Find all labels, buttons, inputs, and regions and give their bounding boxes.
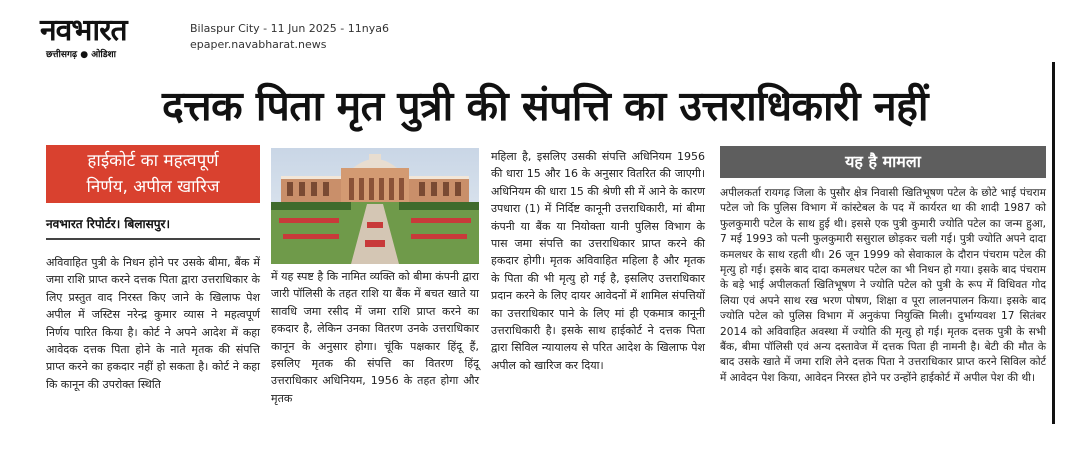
article-column-1 (46, 254, 260, 393)
right-border-rule (1052, 62, 1055, 424)
logo-subtitle: छत्तीसगढ़ ● ओडिशा (46, 50, 117, 60)
column-2-text: में यह स्पष्ट है कि नामित व्यक्ति को बीमा कंपनी द्वारा जारी पॉलिसी के तहत राशि या बैंक में बचत खाते या सावधि जमा रसीद में जमा राशि प्राप्त करने का हकदार है, लेकिन उनका वितरण उनके उत्तराधिकार कानून के अनुसार होगा। चूंकि पक्षकार हिंदू हैं, इसलिए मृतक की संपत्ति का वितरण हिंदू उत्तराधिकार अधिनियम, 1956 के तहत होगा और मृतक (271, 270, 479, 405)
subheadline-box (46, 145, 260, 203)
edition-info: Bilaspur City - 11 Jun 2025 - 11nya6 (190, 22, 389, 35)
case-box-text: अपीलकर्ता रायगढ़ जिला के पुसौर क्षेत्र निवासी खितिभूषण पटेल के छोटे भाई पंचराम पटेल जो कि पुलिस विभाग में कांस्टेबल के पद में कार्यरत था की शादी 1987 को फुलकुमारी पटेल के साथ हुई थी। इससे एक पुत्री कुमारी ज्योति पटेल का जन्म हुआ, 7 मई 1993 को पत्नी फुलकुमारी ससुराल छोड़कर चली गई। पुत्री ज्योति अपने दादा कमलधर के साथ रहती थी। 26 जून 1999 को सेवाकाल के दौरान पंचराम पटेल की मृत्यु हो गई। इसके बाद दादा कमलधर पटेल का भी निधन हो गया। इसके बाद पंचराम के बड़े भाई अपीलकर्ता खितिभूषण ने ज्योति पटेल को पुत्री के रूप में विधिवत गोद लिया एवं अपने साथ रख भरण पोषण, शिक्षा व पूरा लालनपालन किया। इसके बाद ज्योति पटेल को पुलिस विभाग में अनुकंपा नियुक्ति मिली। दुर्भाग्यवश 17 सितंबर 2014 को अविवाहित अवस्था में ज्योति की मृत्यु हो गई। मृतक दत्तक पुत्री के सभी बैंक, बीमा पॉलिसी एवं अन्य दस्तावेज में दत्तक पिता ही नामनी है। बेटी की मौत के बाद उसके खाते में जमा राशि लेने दत्तक पिता ने उत्तराधिकार प्राप्त करने सिविल कोर्ट में आवेदन पेश किया, आवेदन निरस्त होने पर उन्होंने हाईकोर्ट में अपील पेश की थी। (720, 187, 1046, 384)
byline-divider (46, 238, 260, 240)
newspaper-logo (40, 14, 180, 58)
article-column-3 (491, 148, 705, 374)
court-building-image (271, 148, 479, 264)
subheadline-line-2: निर्णय, अपील खारिज (86, 177, 220, 197)
article-column-2 (271, 268, 479, 407)
case-box-body (720, 186, 1046, 386)
epaper-url: epaper.navabharat.news (190, 38, 327, 51)
high-court-photo (271, 148, 479, 264)
column-3-text: महिला है, इसलिए उसकी संपत्ति अधिनियम 1956 की धारा 15 और 16 के अनुसार वितरित की जाएगी। अधिनियम की धारा 15 की श्रेणी सी में आने के कारण उपधारा (1) में निर्दिष्ट कानूनी उत्तराधिकारी, मां बीमा कंपनी या बैंक या नियोक्ता यानी पुलिस विभाग के पास जमा संपत्ति का उत्तराधिकार प्राप्त करने की हकदार होगी। मृतक अविवाहित महिला है और मृतक के पिता की भी मृत्यु हो गई है, इसलिए उत्तराधिकार प्रदान करने के लिए दायर आवेदनों में शामिल संपत्तियों का उत्तराधिकार पाने के लिए मां ही एकमात्र कानूनी उत्तराधिकारी है। इसके साथ हाईकोर्ट ने दत्तक पिता द्वारा सिविल न्यायालय से परित आदेश के खिलाफ पेश अपील को खारिज कर दिया। (491, 150, 705, 372)
case-box-title: यह है मामला (720, 146, 1046, 178)
column-1-text: अविवाहित पुत्री के निधन होने पर उसके बीमा, बैंक में जमा राशि प्राप्त करने दत्तक पिता द्वारा उत्तराधिकार के लिए प्रस्तुत वाद निरस्त किए जाने के खिलाफ पेश अपील में जस्टिस नरेन्द्र कुमार व्यास ने महत्वपूर्ण निर्णय पारित किया है। कोर्ट ने अपने आदेश में कहा आवेदक दत्तक पिता होने के नाते मृतक की संपत्ति प्राप्त करने का हकदार नहीं हो सकता है। कोर्ट ने कहा कि कानून की उपरोक्त स्थिति (46, 256, 260, 391)
logo-text: नवभारत (40, 13, 127, 48)
masthead (40, 14, 1060, 60)
byline: नवभारत रिपोर्टर। बिलासपुर। (46, 217, 171, 231)
article-headline: दत्तक पिता मृत पुत्री की संपत्ति का उत्तराधिकारी नहीं (162, 82, 928, 130)
subheadline-line-1: हाईकोर्ट का महत्वपूर्ण (87, 151, 219, 171)
